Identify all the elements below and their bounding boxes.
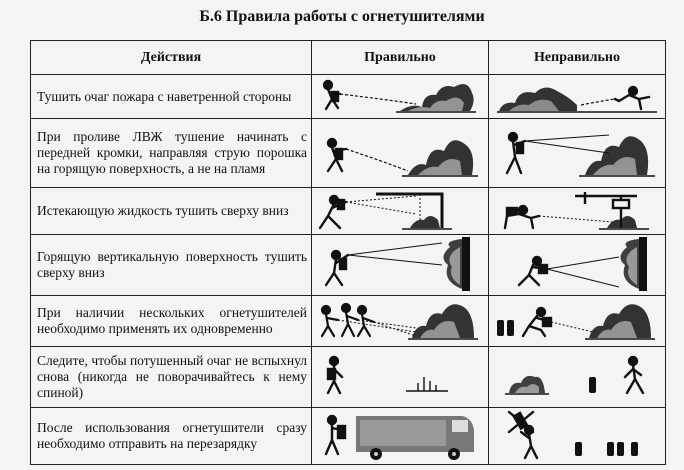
flame-icon (412, 304, 474, 338)
extinguisher-stream-icon (340, 94, 416, 104)
header-correct: Правильно (312, 41, 489, 75)
firefighter-icon (523, 308, 551, 336)
header-incorrect: Неправильно (489, 41, 666, 75)
table-row (31, 408, 666, 465)
flame-icon (410, 216, 440, 228)
correct-illustration (312, 235, 489, 296)
extinguisher-stream-icon (551, 322, 593, 332)
incorrect-illustration (489, 188, 666, 235)
flame-icon (589, 304, 651, 338)
firefighter-icon (328, 357, 342, 393)
incorrect-illustration (489, 408, 666, 465)
extinguisher-icon (497, 320, 514, 336)
firefighter-icon (324, 81, 340, 109)
incorrect-illustration (489, 235, 666, 296)
flame-icon (400, 84, 474, 111)
extinguisher-stream-icon (547, 257, 619, 287)
table-row (31, 75, 666, 119)
firefighter-icon (320, 196, 346, 228)
table-row (31, 296, 666, 347)
wall-icon (462, 237, 470, 291)
incorrect-illustration (489, 119, 666, 188)
correct-illustration (312, 188, 489, 235)
firefighter-icon (326, 251, 348, 285)
firefighter-icon (328, 139, 346, 171)
extinguisher-icon (589, 377, 596, 393)
action-text: Горящую вертикальную поверхность тушить сверху вниз (31, 235, 312, 296)
correct-illustration (312, 408, 489, 465)
action-text: Истекающую жидкость тушить сверху вниз (31, 188, 312, 235)
extinguisher-stream-icon (539, 216, 613, 222)
correct-illustration (312, 347, 489, 408)
flame-icon (443, 239, 462, 289)
flame-icon (585, 136, 648, 175)
extinguisher-icon (575, 442, 638, 456)
extinguisher-stream-icon (348, 243, 442, 265)
header-actions: Действия (31, 41, 312, 75)
table-row (31, 235, 666, 296)
extinguisher-stream-icon (346, 196, 416, 214)
firefighter-icon (521, 426, 537, 458)
firefighter-icon (326, 416, 345, 454)
wall-icon (639, 237, 647, 291)
flame-icon (408, 140, 473, 175)
action-text: После использования огнетушители сразу необходимо отправить на перезарядку (31, 408, 312, 465)
flame-icon (509, 376, 545, 393)
table-row (31, 119, 666, 188)
incorrect-illustration (489, 75, 666, 119)
action-text: Следите, чтобы потушенный очаг не вспыхнул снова (никогда не поворачивайтесь к нему спиной) (31, 347, 312, 408)
correct-illustration (312, 75, 489, 119)
action-text: При проливе ЛВЖ тушение начинать с передней кромки, направляя струю порошка на горящую поверхность, а не на пламя (31, 119, 312, 188)
page-title: Б.6 Правила работы с огнетушителями (199, 8, 485, 25)
flame-icon (620, 239, 639, 289)
rules-table (30, 40, 666, 465)
extinguisher-stream-icon (346, 149, 408, 171)
firefighter-icon (625, 357, 643, 393)
firefighter-icon (505, 206, 539, 228)
action-text: Тушить очаг пожара с наветренной стороны (31, 75, 312, 119)
extinguisher-stream-icon (581, 99, 615, 105)
correct-illustration (312, 119, 489, 188)
action-text: При наличии нескольких огнетушителей необходимо применять их одновременно (31, 296, 312, 347)
firefighter-icon (507, 133, 525, 173)
flame-icon (499, 87, 577, 111)
table-row (31, 347, 666, 408)
smoldering-spot-icon (406, 377, 448, 391)
table-header-row (31, 41, 666, 75)
correct-illustration (312, 296, 489, 347)
incorrect-illustration (489, 347, 666, 408)
firefighter-icon (322, 304, 374, 336)
truck-icon (356, 416, 474, 460)
table-row (31, 188, 666, 235)
extinguisher-stream-icon (525, 135, 609, 153)
incorrect-illustration (489, 296, 666, 347)
firefighter-icon (615, 87, 649, 109)
firefighter-icon (519, 257, 547, 285)
